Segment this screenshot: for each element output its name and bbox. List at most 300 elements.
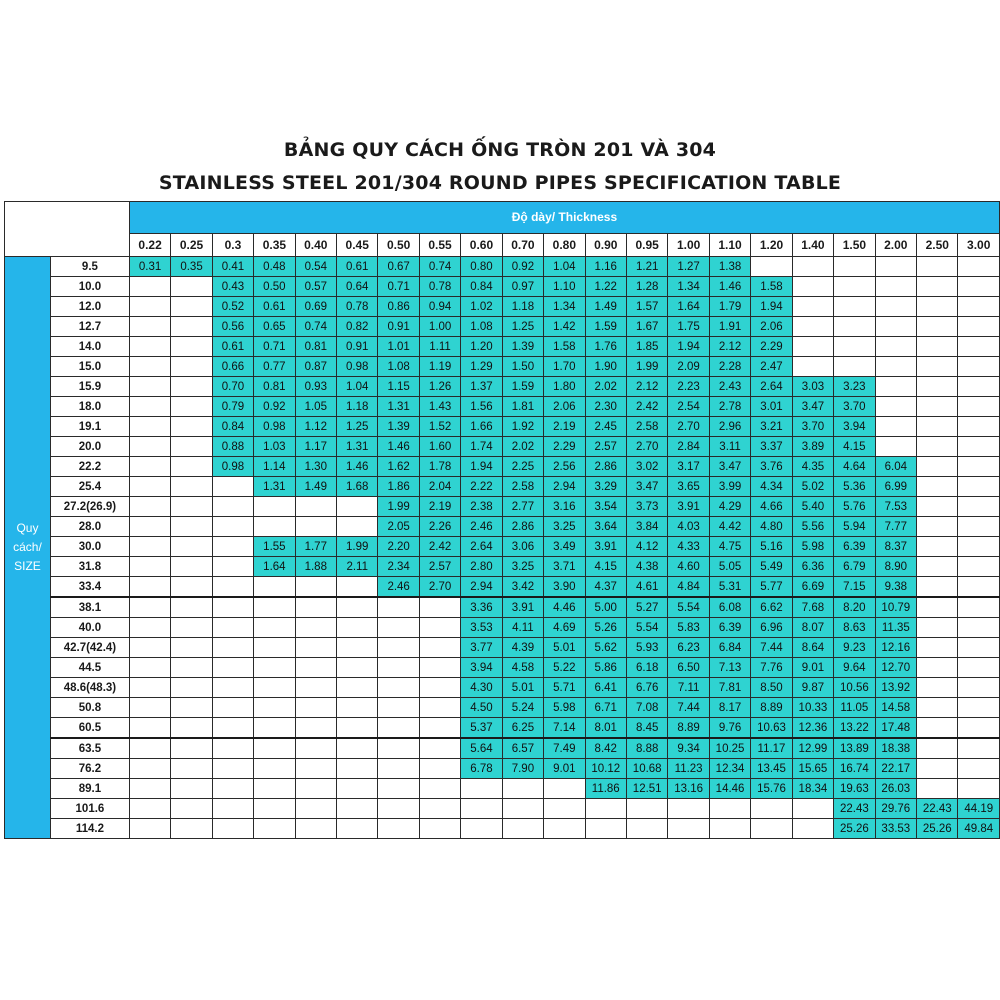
empty-cell [419, 759, 460, 779]
empty-cell [917, 759, 958, 779]
weight-cell: 4.35 [792, 457, 833, 477]
weight-cell: 2.29 [544, 437, 585, 457]
weight-cell: 8.88 [626, 738, 667, 759]
weight-cell: 0.87 [295, 357, 336, 377]
empty-cell [958, 377, 1000, 397]
weight-cell: 0.71 [378, 277, 419, 297]
weight-cell: 12.16 [875, 638, 916, 658]
empty-cell [212, 477, 253, 497]
thickness-col-header: 0.25 [171, 233, 212, 256]
weight-cell: 1.42 [544, 317, 585, 337]
empty-cell [461, 799, 502, 819]
weight-cell: 3.25 [502, 557, 543, 577]
table-row [5, 557, 1000, 577]
weight-cell: 6.41 [585, 678, 626, 698]
empty-cell [337, 517, 378, 537]
empty-cell [917, 698, 958, 718]
weight-cell: 6.08 [709, 597, 750, 618]
weight-cell: 4.75 [709, 537, 750, 557]
weight-cell: 1.91 [709, 317, 750, 337]
weight-cell: 2.45 [585, 417, 626, 437]
weight-cell: 1.10 [544, 277, 585, 297]
thickness-header: Độ dày/ Thickness [129, 202, 999, 234]
empty-cell [212, 517, 253, 537]
thickness-col-header: 0.80 [544, 233, 585, 256]
weight-cell: 0.41 [212, 257, 253, 277]
weight-cell: 9.64 [834, 658, 875, 678]
weight-cell: 0.84 [461, 277, 502, 297]
weight-cell: 8.37 [875, 537, 916, 557]
weight-cell: 1.26 [419, 377, 460, 397]
size-cell: 60.5 [50, 718, 129, 739]
weight-cell: 3.37 [751, 437, 792, 457]
weight-cell: 3.29 [585, 477, 626, 497]
weight-cell: 5.98 [792, 537, 833, 557]
empty-cell [212, 759, 253, 779]
empty-cell [129, 738, 170, 759]
weight-cell: 9.01 [792, 658, 833, 678]
thickness-row [5, 233, 1000, 256]
weight-cell: 10.33 [792, 698, 833, 718]
weight-cell: 3.11 [709, 437, 750, 457]
weight-cell: 2.94 [544, 477, 585, 497]
empty-cell [917, 297, 958, 317]
weight-cell: 10.68 [626, 759, 667, 779]
empty-cell [337, 779, 378, 799]
empty-cell [958, 257, 1000, 277]
weight-cell: 2.04 [419, 477, 460, 497]
weight-cell: 1.92 [502, 417, 543, 437]
empty-cell [875, 297, 916, 317]
weight-cell: 10.79 [875, 597, 916, 618]
weight-cell: 49.84 [958, 819, 1000, 839]
weight-cell: 3.16 [544, 497, 585, 517]
weight-cell: 1.94 [461, 457, 502, 477]
table-row [5, 457, 1000, 477]
table-row [5, 297, 1000, 317]
weight-cell: 1.86 [378, 477, 419, 497]
empty-cell [875, 357, 916, 377]
empty-cell [419, 638, 460, 658]
weight-cell: 0.82 [337, 317, 378, 337]
weight-cell: 1.17 [295, 437, 336, 457]
weight-cell: 3.23 [834, 377, 875, 397]
weight-cell: 2.84 [668, 437, 709, 457]
weight-cell: 6.25 [502, 718, 543, 739]
size-cell: 28.0 [50, 517, 129, 537]
size-cell: 22.2 [50, 457, 129, 477]
weight-cell: 1.39 [502, 337, 543, 357]
weight-cell: 4.60 [668, 557, 709, 577]
empty-cell [129, 457, 170, 477]
weight-cell: 1.64 [254, 557, 295, 577]
empty-cell [129, 297, 170, 317]
weight-cell: 0.98 [212, 457, 253, 477]
weight-cell: 0.43 [212, 277, 253, 297]
thickness-col-header: 1.20 [751, 233, 792, 256]
weight-cell: 7.49 [544, 738, 585, 759]
weight-cell: 6.62 [751, 597, 792, 618]
table-row [5, 357, 1000, 377]
weight-cell: 7.81 [709, 678, 750, 698]
weight-cell: 3.25 [544, 517, 585, 537]
weight-cell: 6.04 [875, 457, 916, 477]
empty-cell [212, 819, 253, 839]
empty-cell [917, 277, 958, 297]
table-row [5, 417, 1000, 437]
weight-cell: 4.61 [626, 577, 667, 598]
weight-cell: 12.70 [875, 658, 916, 678]
weight-cell: 1.39 [378, 417, 419, 437]
weight-cell: 2.02 [502, 437, 543, 457]
weight-cell: 5.86 [585, 658, 626, 678]
weight-cell: 1.04 [337, 377, 378, 397]
empty-cell [792, 317, 833, 337]
weight-cell: 1.56 [461, 397, 502, 417]
weight-cell: 11.86 [585, 779, 626, 799]
empty-cell [129, 577, 170, 598]
weight-cell: 5.26 [585, 618, 626, 638]
empty-cell [792, 297, 833, 317]
weight-cell: 0.74 [295, 317, 336, 337]
empty-cell [834, 257, 875, 277]
table-row [5, 437, 1000, 457]
weight-cell: 3.70 [792, 417, 833, 437]
weight-cell: 3.03 [792, 377, 833, 397]
weight-cell: 1.05 [295, 397, 336, 417]
table-row [5, 718, 1000, 739]
empty-cell [129, 819, 170, 839]
empty-cell [958, 638, 1000, 658]
empty-cell [129, 357, 170, 377]
table-row [5, 738, 1000, 759]
weight-cell: 18.34 [792, 779, 833, 799]
weight-cell: 0.31 [129, 257, 170, 277]
weight-cell: 7.77 [875, 517, 916, 537]
weight-cell: 3.01 [751, 397, 792, 417]
weight-cell: 0.66 [212, 357, 253, 377]
empty-cell [337, 799, 378, 819]
weight-cell: 1.22 [585, 277, 626, 297]
weight-cell: 7.44 [668, 698, 709, 718]
empty-cell [502, 819, 543, 839]
empty-cell [254, 759, 295, 779]
empty-cell [337, 759, 378, 779]
weight-cell: 5.71 [544, 678, 585, 698]
weight-cell: 5.05 [709, 557, 750, 577]
weight-cell: 3.53 [461, 618, 502, 638]
weight-cell: 4.33 [668, 537, 709, 557]
weight-cell: 9.38 [875, 577, 916, 598]
empty-cell [254, 517, 295, 537]
weight-cell: 44.19 [958, 799, 1000, 819]
empty-cell [544, 799, 585, 819]
weight-cell: 1.75 [668, 317, 709, 337]
size-label: Quy cách/ SIZE [5, 257, 51, 839]
weight-cell: 29.76 [875, 799, 916, 819]
weight-cell: 2.78 [709, 397, 750, 417]
empty-cell [171, 799, 212, 819]
weight-cell: 0.81 [295, 337, 336, 357]
weight-cell: 1.62 [378, 457, 419, 477]
size-cell: 20.0 [50, 437, 129, 457]
thickness-col-header: 0.35 [254, 233, 295, 256]
size-cell: 114.2 [50, 819, 129, 839]
empty-cell [129, 698, 170, 718]
weight-cell: 1.08 [378, 357, 419, 377]
empty-cell [295, 618, 336, 638]
weight-cell: 3.89 [792, 437, 833, 457]
empty-cell [958, 497, 1000, 517]
empty-cell [212, 497, 253, 517]
weight-cell: 1.31 [378, 397, 419, 417]
weight-cell: 3.94 [834, 417, 875, 437]
weight-cell: 0.86 [378, 297, 419, 317]
weight-cell: 17.48 [875, 718, 916, 739]
thickness-col-header: 0.40 [295, 233, 336, 256]
table-row [5, 638, 1000, 658]
empty-cell [254, 577, 295, 598]
weight-cell: 1.38 [709, 257, 750, 277]
weight-cell: 0.81 [254, 377, 295, 397]
weight-cell: 1.90 [585, 357, 626, 377]
empty-cell [129, 779, 170, 799]
weight-cell: 10.25 [709, 738, 750, 759]
empty-cell [129, 799, 170, 819]
weight-cell: 0.98 [337, 357, 378, 377]
weight-cell: 0.64 [337, 277, 378, 297]
weight-cell: 2.57 [585, 437, 626, 457]
weight-cell: 2.26 [419, 517, 460, 537]
empty-cell [917, 517, 958, 537]
thickness-col-header: 3.00 [958, 233, 1000, 256]
weight-cell: 2.19 [544, 417, 585, 437]
empty-cell [378, 759, 419, 779]
weight-cell: 0.79 [212, 397, 253, 417]
empty-cell [171, 557, 212, 577]
size-cell: 76.2 [50, 759, 129, 779]
weight-cell: 9.76 [709, 718, 750, 739]
weight-cell: 2.42 [419, 537, 460, 557]
weight-cell: 12.99 [792, 738, 833, 759]
size-cell: 10.0 [50, 277, 129, 297]
weight-cell: 3.06 [502, 537, 543, 557]
table-row [5, 799, 1000, 819]
empty-cell [129, 658, 170, 678]
empty-cell [875, 277, 916, 297]
weight-cell: 3.47 [626, 477, 667, 497]
size-cell: 101.6 [50, 799, 129, 819]
weight-cell: 4.58 [502, 658, 543, 678]
table-row [5, 779, 1000, 799]
weight-cell: 5.27 [626, 597, 667, 618]
empty-cell [875, 317, 916, 337]
weight-cell: 3.47 [792, 397, 833, 417]
weight-cell: 1.25 [337, 417, 378, 437]
empty-cell [461, 779, 502, 799]
empty-cell [875, 377, 916, 397]
weight-cell: 1.58 [751, 277, 792, 297]
size-cell: 63.5 [50, 738, 129, 759]
weight-cell: 2.58 [502, 477, 543, 497]
weight-cell: 33.53 [875, 819, 916, 839]
empty-cell [378, 658, 419, 678]
weight-cell: 1.79 [709, 297, 750, 317]
weight-cell: 7.53 [875, 497, 916, 517]
size-cell: 27.2(26.9) [50, 497, 129, 517]
weight-cell: 5.49 [751, 557, 792, 577]
table-row [5, 577, 1000, 598]
empty-cell [337, 738, 378, 759]
thickness-col-header: 0.3 [212, 233, 253, 256]
thickness-col-header: 0.55 [419, 233, 460, 256]
weight-cell: 13.92 [875, 678, 916, 698]
weight-cell: 6.76 [626, 678, 667, 698]
empty-cell [917, 417, 958, 437]
empty-cell [337, 819, 378, 839]
weight-cell: 1.78 [419, 457, 460, 477]
weight-cell: 8.07 [792, 618, 833, 638]
weight-cell: 2.46 [378, 577, 419, 598]
empty-cell [295, 597, 336, 618]
weight-cell: 1.60 [419, 437, 460, 457]
size-cell: 12.0 [50, 297, 129, 317]
empty-cell [337, 618, 378, 638]
weight-cell: 8.90 [875, 557, 916, 577]
empty-cell [129, 497, 170, 517]
thickness-col-header: 0.90 [585, 233, 626, 256]
empty-cell [129, 437, 170, 457]
weight-cell: 10.63 [751, 718, 792, 739]
weight-cell: 2.43 [709, 377, 750, 397]
empty-cell [917, 658, 958, 678]
weight-cell: 2.34 [378, 557, 419, 577]
weight-cell: 2.58 [626, 417, 667, 437]
empty-cell [212, 658, 253, 678]
weight-cell: 3.76 [751, 457, 792, 477]
size-cell: 50.8 [50, 698, 129, 718]
spec-table [4, 201, 1000, 839]
weight-cell: 1.77 [295, 537, 336, 557]
empty-cell [212, 698, 253, 718]
empty-cell [917, 457, 958, 477]
empty-cell [668, 819, 709, 839]
weight-cell: 0.94 [419, 297, 460, 317]
thickness-col-header: 0.45 [337, 233, 378, 256]
size-cell: 44.5 [50, 658, 129, 678]
weight-cell: 0.98 [254, 417, 295, 437]
empty-cell [378, 718, 419, 739]
weight-cell: 2.22 [461, 477, 502, 497]
weight-cell: 3.21 [751, 417, 792, 437]
weight-cell: 4.64 [834, 457, 875, 477]
weight-cell: 1.34 [544, 297, 585, 317]
weight-cell: 6.84 [709, 638, 750, 658]
weight-cell: 2.38 [461, 497, 502, 517]
weight-cell: 3.94 [461, 658, 502, 678]
weight-cell: 6.36 [792, 557, 833, 577]
weight-cell: 15.65 [792, 759, 833, 779]
empty-cell [295, 819, 336, 839]
weight-cell: 5.93 [626, 638, 667, 658]
weight-cell: 25.26 [917, 819, 958, 839]
weight-cell: 3.64 [585, 517, 626, 537]
table-row [5, 597, 1000, 618]
weight-cell: 0.61 [254, 297, 295, 317]
empty-cell [212, 577, 253, 598]
weight-cell: 2.94 [461, 577, 502, 598]
weight-cell: 5.01 [544, 638, 585, 658]
weight-cell: 2.64 [751, 377, 792, 397]
weight-cell: 0.78 [419, 277, 460, 297]
weight-cell: 0.67 [378, 257, 419, 277]
weight-cell: 5.83 [668, 618, 709, 638]
weight-cell: 1.28 [626, 277, 667, 297]
weight-cell: 10.12 [585, 759, 626, 779]
weight-cell: 5.98 [544, 698, 585, 718]
weight-cell: 1.46 [378, 437, 419, 457]
empty-cell [917, 557, 958, 577]
weight-cell: 2.06 [751, 317, 792, 337]
empty-cell [129, 337, 170, 357]
weight-cell: 1.94 [668, 337, 709, 357]
weight-cell: 16.74 [834, 759, 875, 779]
empty-cell [419, 597, 460, 618]
empty-cell [171, 417, 212, 437]
empty-cell [378, 819, 419, 839]
weight-cell: 1.50 [502, 357, 543, 377]
empty-cell [792, 819, 833, 839]
weight-cell: 2.54 [668, 397, 709, 417]
weight-cell: 6.57 [502, 738, 543, 759]
thickness-col-header: 1.10 [709, 233, 750, 256]
empty-cell [295, 678, 336, 698]
empty-cell [958, 297, 1000, 317]
empty-cell [378, 738, 419, 759]
title-english: STAINLESS STEEL 201/304 ROUND PIPES SPECIFICATION TABLE [158, 172, 842, 194]
weight-cell: 8.89 [668, 718, 709, 739]
table-row [5, 658, 1000, 678]
empty-cell [254, 718, 295, 739]
weight-cell: 25.26 [834, 819, 875, 839]
weight-cell: 3.84 [626, 517, 667, 537]
size-cell: 33.4 [50, 577, 129, 598]
weight-cell: 3.70 [834, 397, 875, 417]
weight-cell: 5.77 [751, 577, 792, 598]
empty-cell [958, 779, 1000, 799]
weight-cell: 13.22 [834, 718, 875, 739]
weight-cell: 0.61 [212, 337, 253, 357]
weight-cell: 4.39 [502, 638, 543, 658]
empty-cell [254, 698, 295, 718]
empty-cell [129, 477, 170, 497]
thickness-col-header: 2.50 [917, 233, 958, 256]
weight-cell: 4.03 [668, 517, 709, 537]
empty-cell [834, 357, 875, 377]
weight-cell: 1.64 [668, 297, 709, 317]
empty-cell [337, 698, 378, 718]
weight-cell: 8.42 [585, 738, 626, 759]
empty-cell [958, 537, 1000, 557]
weight-cell: 2.42 [626, 397, 667, 417]
weight-cell: 9.87 [792, 678, 833, 698]
weight-cell: 1.37 [461, 377, 502, 397]
empty-cell [585, 799, 626, 819]
weight-cell: 3.47 [709, 457, 750, 477]
table-row [5, 497, 1000, 517]
empty-cell [751, 257, 792, 277]
weight-cell: 5.54 [668, 597, 709, 618]
